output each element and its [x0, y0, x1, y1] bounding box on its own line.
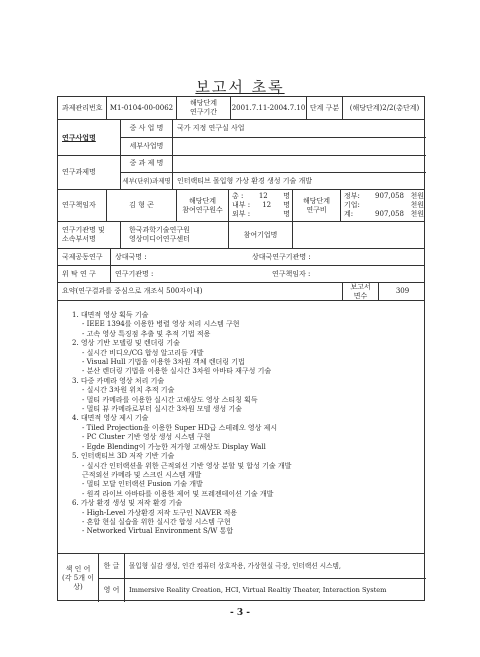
keywords-en: Immersive Reality Creation, HCI, Virtual Realtiy Theater, Interaction System [124, 579, 426, 602]
detail-biz-label: 세부사업명 [120, 138, 172, 155]
summary-item: - 실시간 비디오/CG 합성 알고리듬 개발 [82, 348, 204, 357]
row-international [58, 249, 424, 266]
summary-heading: 3. 다중 카메라 영상 처리 기술 [72, 376, 165, 385]
row-organization [58, 222, 424, 249]
research-cost-values: 정부: 907,058 천원 기업: 천원 계: 907,058 천원 [340, 190, 426, 221]
summary-body [58, 301, 424, 554]
research-cost-label: 해당단계 연구비 [292, 190, 340, 221]
page-number: - 3 - [230, 608, 250, 618]
report-pages-label: 보고서 면수 [342, 283, 378, 300]
participant-count-label: 해당단계 참여연구원수 [176, 190, 228, 221]
summary-item: - 멀티 뷰 카메라로부터 실시간 3차원 모델 생성 기술 [82, 405, 242, 414]
summary-item: - Egde Blending이 가능한 저가형 고해상도 Display Wall [82, 442, 266, 451]
row-summary-header [58, 283, 424, 301]
summary-item: - 분산 렌더링 기법을 이용한 실시간 3차원 아바타 재구성 기술 [82, 367, 272, 376]
summary-header-label: 요약(연구결과를 중심으로 개조식 500자이내) [62, 287, 203, 295]
period-value: 2001.7.11-2004.7.10 [230, 97, 306, 119]
summary-heading: 4. 대면적 영상 제시 기술 [72, 414, 149, 423]
outsource-leader: 연구책임자 : [272, 269, 311, 278]
keywords-ko: 몰입형 실감 생성, 인간 컴퓨터 상호작용, 가상현실 극장, 인터랙션 시스템, [124, 554, 426, 578]
row-outsourcing [58, 266, 424, 283]
summary-item: - 멀티 모달 인터랙션 Fusion 기술 개발 [82, 480, 203, 489]
partner-company-value [292, 222, 426, 248]
row-personnel [58, 190, 424, 222]
keywords-en-label: 영 어 [98, 579, 124, 602]
org-label: 연구기관명 및 소속부서명 [62, 226, 105, 243]
research-biz-label: 연구사업명 [62, 133, 96, 142]
mid-biz-value: 국가 지정 연구실 사업 [172, 120, 426, 137]
report-form [57, 96, 425, 601]
mgmt-no-value: M1-0104-00-0062 [106, 97, 176, 119]
intl-country: 상대국명 : [110, 249, 228, 265]
summary-item: - Networked Virtual Environment S/W 통합 [82, 527, 234, 536]
org-name: 한국과학기술연구원 영상미디어연구센터 [120, 222, 228, 248]
keywords-ko-label: 한 글 [98, 554, 124, 578]
mid-biz-label: 중 사 업 명 [120, 120, 172, 137]
report-pages-value: 309 [378, 283, 426, 300]
partner-company-label: 참여기업명 [228, 222, 292, 248]
report-title: 보고서 초록 [195, 78, 285, 96]
mgmt-no-label: 과제관리번호 [62, 103, 103, 112]
summary-item: - 멀티 카메라를 이용한 실시간 고해상도 영상 스티칭 획득 [82, 395, 258, 404]
leader-label: 연구책임자 [62, 201, 96, 209]
stage-value: (해당단계)2/2(총단계) [342, 97, 426, 119]
row-management [58, 97, 424, 120]
detail-biz-value [172, 138, 426, 155]
detail-task-value: 인터랙티브 몰입형 가상 환경 생성 기술 개발 [172, 173, 426, 190]
detail-task-label: 세부(단위)과제명 [120, 173, 172, 190]
phase-period-label: 해당단계 연구기간 [176, 97, 230, 119]
outsource-label: 위 탁 연 구 [62, 269, 96, 278]
summary-item: - High-Level 가상환경 저작 도구인 NAVER 적용 [82, 508, 238, 517]
leader-value: 김 형 곤 [106, 190, 176, 221]
summary-heading: 1. 대면적 영상 획득 기술 [72, 311, 149, 319]
summary-item: - Visual Hull 기법을 이용한 3차원 객체 렌더링 기법 [82, 358, 245, 367]
summary-item: - 실시간 인터랙션을 위한 근적외선 기반 영상 분할 및 합성 기술 개발 [82, 461, 292, 470]
keywords-label: 색 인 어 (각 5개 이상) [62, 564, 94, 591]
summary-item: - 실시간 3차원 위치 추적 기술 [82, 386, 175, 395]
participant-counts: 총 : 12 명 내부 : 12 명 외부 : 명 [228, 190, 292, 221]
summary-item: - 혼합 현실 실습을 위한 실시간 합성 시스템 구현 [82, 517, 231, 526]
summary-heading: 6. 가상 환경 생성 및 저작 환경 기술 [72, 499, 183, 508]
summary-item: - PC Cluster 기반 영상 생성 시스템 구현 [82, 433, 211, 442]
summary-item: - Tiled Projection을 이용한 Super HD급 스테레오 영상 제시 [82, 423, 278, 432]
summary-heading: 2. 영상 기반 모델링 및 렌더링 기술 [72, 339, 180, 348]
intl-institution: 상대국연구기관명 : [252, 252, 311, 261]
summary-item: - IEEE 1394를 이용한 병렬 영상 처리 시스템 구현 [82, 320, 240, 329]
intl-label: 국제공동연구 [62, 252, 103, 261]
row-project [58, 120, 424, 190]
main-task-value [172, 155, 426, 172]
summary-item: - 원격 라이브 아바타를 이용한 제어 및 프레젠테이션 기술 개발 [82, 489, 274, 498]
stage-label: 단계 구분 [306, 97, 342, 119]
row-keywords [58, 554, 424, 602]
outsource-institution: 연구기관명 : [110, 266, 228, 282]
summary-item: 근적외선 카메라 및 스크린 시스템 개발 [82, 470, 202, 479]
research-task-label: 연구과제명 [62, 168, 96, 176]
main-task-label: 중 과 제 명 [120, 155, 172, 172]
summary-item: - 고속 영상 특징점 추출 및 추적 기법 적용 [82, 329, 211, 338]
summary-heading: 5. 인터랙티브 3D 저작 기반 기술 [72, 452, 175, 461]
